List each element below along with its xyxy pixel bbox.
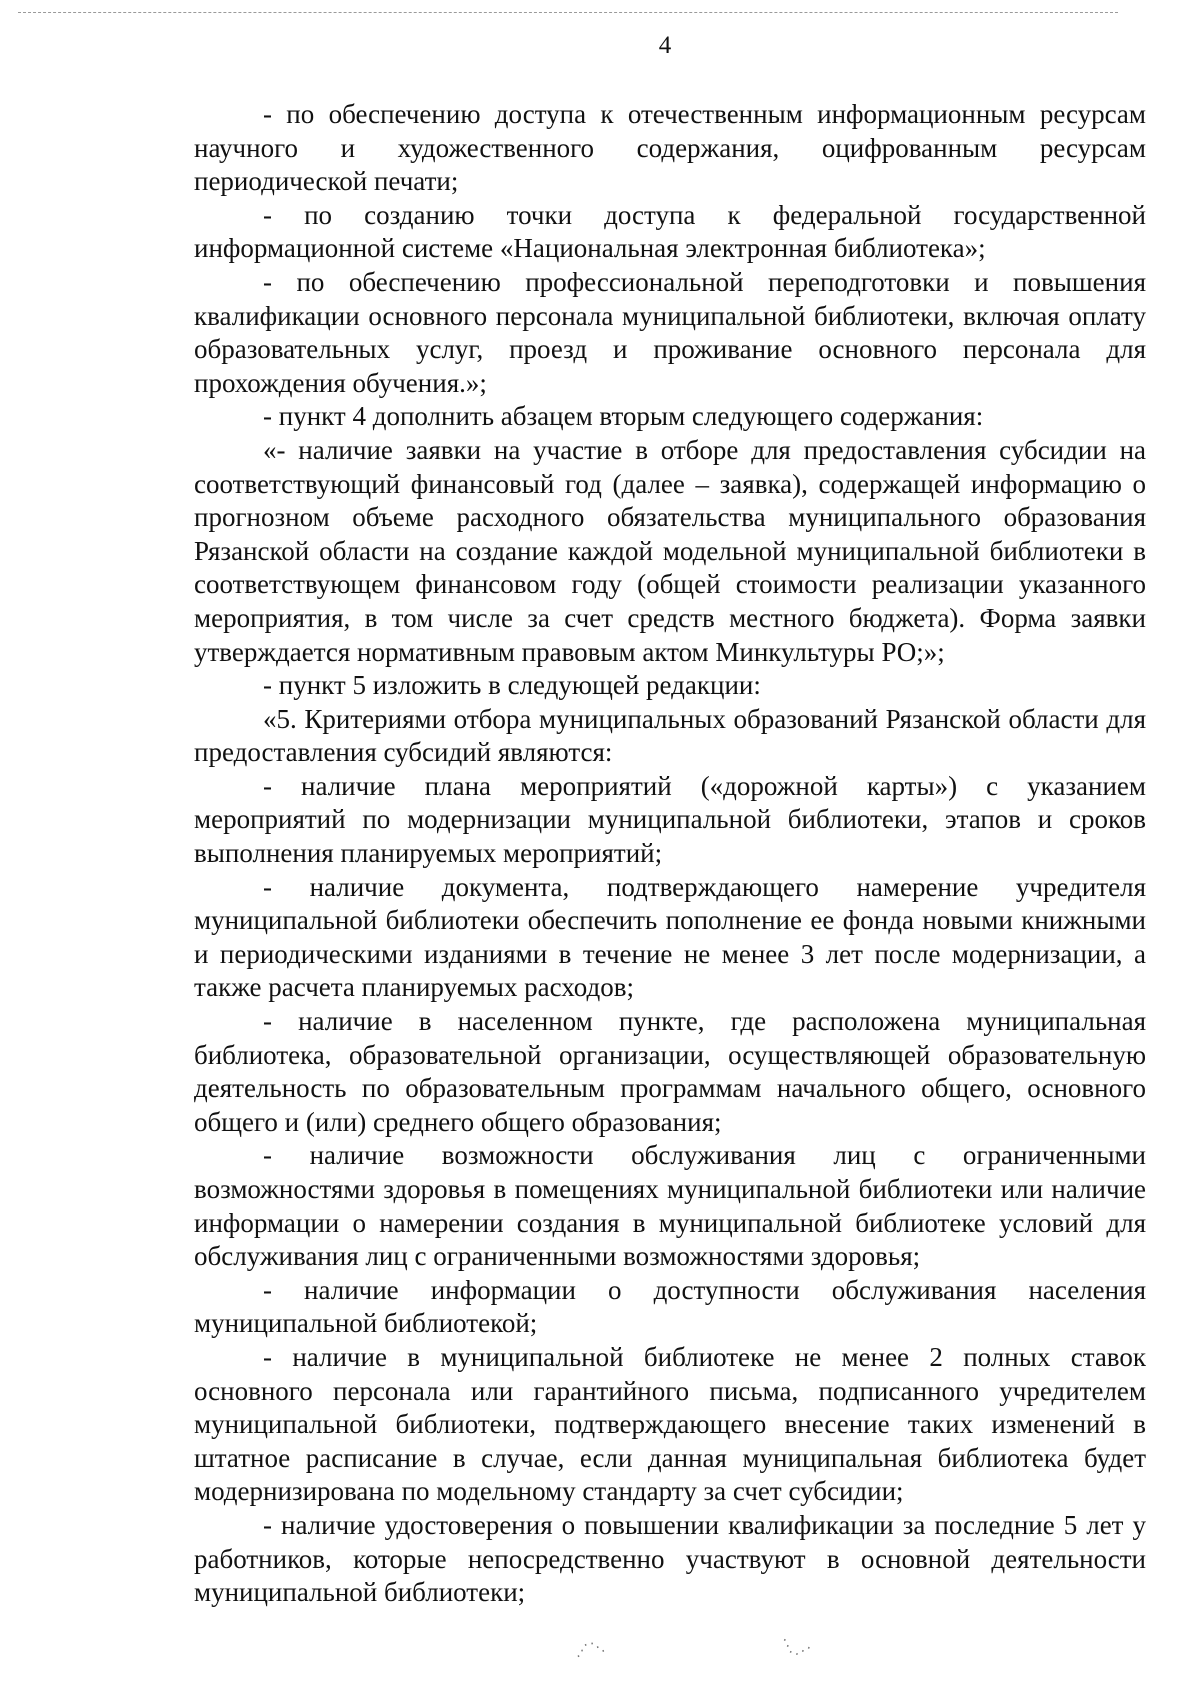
paragraph-criterion-service-availability: - наличие информации о доступности обслуживания населения муниципальной библиотекой; bbox=[194, 1274, 1146, 1339]
paragraph-criterion-fund-replenishment: - наличие документа, подтверждающего намерение учредителя муниципальной библиотеки обеспечить пополнение ее фонда новыми книжными и периодическими изданиями в течение не менее 3 лет после модернизации, а также расчета планируемых расходов; bbox=[194, 871, 1146, 1003]
scan-edge-line bbox=[18, 12, 1118, 13]
paragraph-criterion-accessibility: - наличие возможности обслуживания лиц с ограниченными возможностями здоровья в помещениях муниципальной библиотеки или наличие информации о намерении создания в муниципальной библиотеке условий для обслуживания лиц с ограниченными возможностями здоровья; bbox=[194, 1140, 1146, 1272]
paragraph-criterion-roadmap: - наличие плана мероприятий («дорожной карты») с указанием мероприятий по модернизации муниципальной библиотеки, этапов и сроков выполнения планируемых мероприятий; bbox=[194, 770, 1146, 869]
paragraph-criterion-qualification: - наличие удостоверения о повышении квалификации за последние 5 лет у работников, которые непосредственно участвуют в основной деятельности муниципальной библиотеки; bbox=[194, 1509, 1146, 1608]
paragraph-staff-training: - по обеспечению профессиональной переподготовки и повышения квалификации основного персонала муниципальной библиотеки, включая оплату образовательных услуг, проезд и проживание основного персонала для прохождения обучения.»; bbox=[194, 266, 1146, 398]
paragraph-item5-amendment: - пункт 5 изложить в следующей редакции: bbox=[263, 670, 761, 701]
page-number: 4 bbox=[658, 32, 672, 59]
document-body bbox=[194, 98, 1146, 1610]
scan-noise-mark: ⋱⋰ bbox=[778, 1637, 814, 1662]
paragraph-application-requirement: «- наличие заявки на участие в отборе для предоставления субсидии на соответствующий финансовый год (далее – заявка), содержащей информацию о прогнозном объеме расходного обязательства муниципального образования Рязанской области на создание каждой модельной муниципальной библиотеки в соответствующем финансовом году (общей стоимости реализации указанного мероприятия, в том числе за счет средств местного бюджета). Форма заявки утверждается нормативным правовым актом Минкультуры РО;»; bbox=[194, 434, 1146, 667]
paragraph-selection-criteria: «5. Критериями отбора муниципальных образований Рязанской области для предоставления субсидий являются: bbox=[194, 703, 1146, 768]
paragraph-access-point: - по созданию точки доступа к федеральной государственной информационной системе «Национальная электронная библиотека»; bbox=[194, 199, 1146, 264]
scan-noise-mark: ⋰⋱ bbox=[573, 1638, 609, 1661]
paragraph-criterion-staffing: - наличие в муниципальной библиотеке не менее 2 полных ставок основного персонала или гарантийного письма, подписанного учредителем муниципальной библиотеки, подтверждающего внесение таких изменений в штатное расписание в случае, если данная муниципальная библиотека будет модернизирована по модельному стандарту за счет субсидии; bbox=[194, 1341, 1146, 1507]
paragraph-item4-amendment: - пункт 4 дополнить абзацем вторым следующего содержания: bbox=[263, 401, 984, 432]
paragraph-criterion-educational-organization: - наличие в населенном пункте, где расположена муниципальная библиотека, образовательной организации, осуществляющей образовательную деятельность по образовательным программам начального общего, основного общего и (или) среднего общего образования; bbox=[194, 1006, 1146, 1137]
paragraph-access-resources: - по обеспечению доступа к отечественным информационным ресурсам научного и художественного содержания, оцифрованным ресурсам периодической печати; bbox=[194, 99, 1146, 197]
